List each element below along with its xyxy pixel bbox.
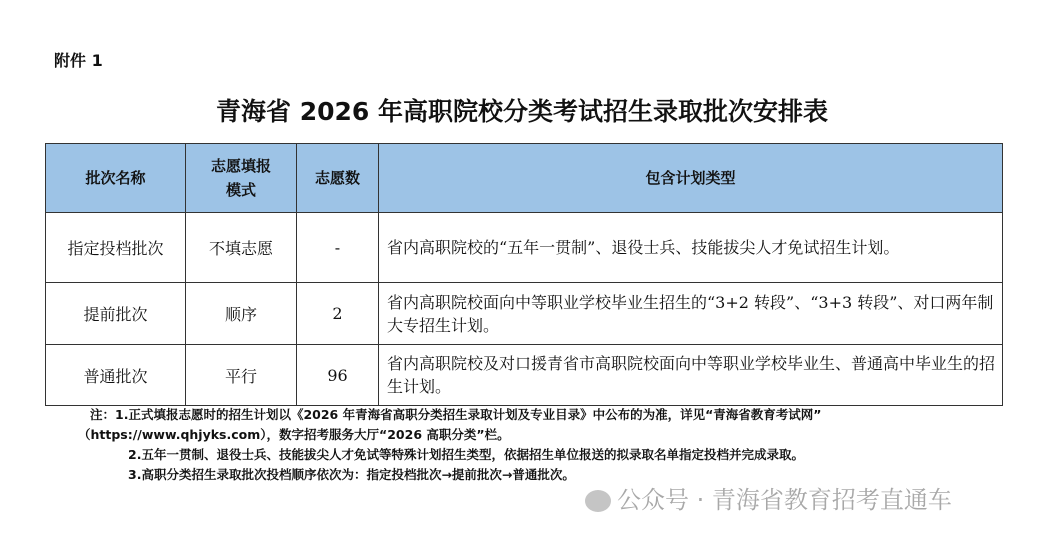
watermark-text: 公众号 · 青海省教育招考直通车 xyxy=(617,486,952,514)
watermark xyxy=(585,480,952,515)
note-3: 3.高职分类招生录取批次投档顺序依次为：指定投档批次→提前批次→普通批次。 xyxy=(128,467,575,482)
plan: 省内高职院校的“五年一贯制”、退役士兵、技能拔尖人才免试招生计划。 xyxy=(379,213,1003,283)
plan: 省内高职院校面向中等职业学校毕业生招生的“3+2 转段”、“3+3 转段”、对口两年制大专招生计划。 xyxy=(379,283,1003,345)
note-1: 注：1.正式填报志愿时的招生计划以《2026 年青海省高职分类招生录取计划及专业目录》中公布的为准，详见“青海省教育考试网” xyxy=(90,407,822,422)
batch-table xyxy=(45,143,1003,406)
document-title: 青海省 2026 年高职院校分类考试招生录取批次安排表 xyxy=(216,97,828,126)
table-row xyxy=(46,283,1003,345)
batch-name: 指定投档批次 xyxy=(46,213,186,283)
plan: 省内高职院校及对口援青省市高职院校面向中等职业学校毕业生、普通高中毕业生的招生计划。 xyxy=(379,345,1003,406)
mode: 平行 xyxy=(186,345,297,406)
table-row xyxy=(46,345,1003,406)
header-batch-name: 批次名称 xyxy=(46,144,186,213)
header-count: 志愿数 xyxy=(297,144,379,213)
mode: 不填志愿 xyxy=(186,213,297,283)
attachment-label: 附件 1 xyxy=(54,51,103,70)
mode: 顺序 xyxy=(186,283,297,345)
notes xyxy=(78,405,822,485)
count: - xyxy=(297,213,379,283)
wechat-icon xyxy=(585,490,611,512)
batch-name: 提前批次 xyxy=(46,283,186,345)
header-mode: 志愿填报模式 xyxy=(186,144,297,213)
note-1-cont: （https://www.qhjyks.com），数字招考服务大厅“2026 高职分类”栏。 xyxy=(78,427,510,442)
note-2: 2.五年一贯制、退役士兵、技能拔尖人才免试等特殊计划招生类型，依据招生单位报送的拟录取名单指定投档并完成录取。 xyxy=(128,447,804,462)
table-row xyxy=(46,213,1003,283)
count: 2 xyxy=(297,283,379,345)
table-header-row xyxy=(46,144,1003,213)
header-plan: 包含计划类型 xyxy=(379,144,1003,213)
count: 96 xyxy=(297,345,379,406)
batch-name: 普通批次 xyxy=(46,345,186,406)
